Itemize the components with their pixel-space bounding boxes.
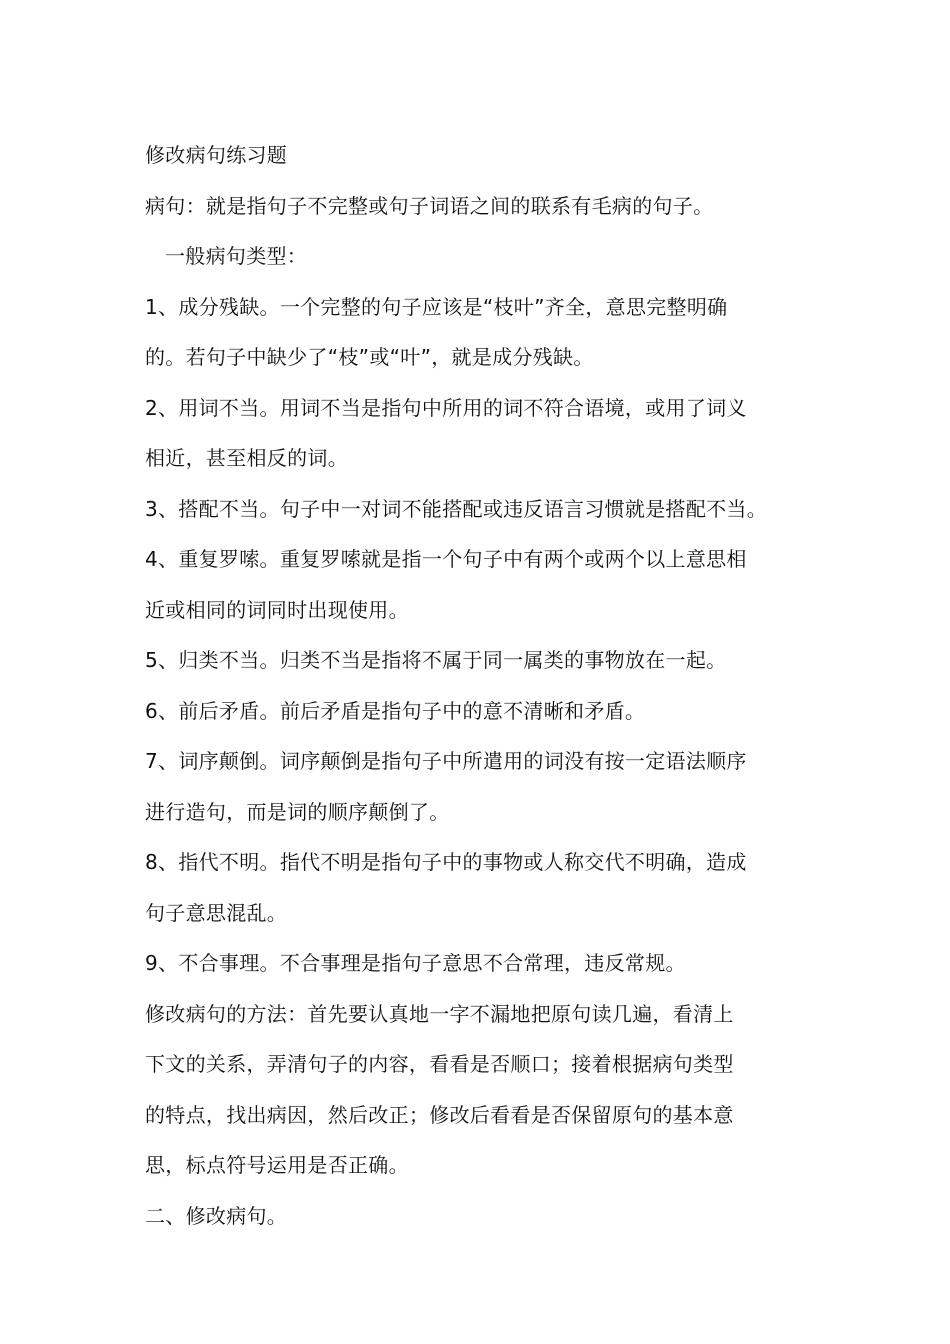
type-2-line-1: 2、用词不当。用词不当是指句中所用的词不符合语境，或用了词义: [145, 395, 747, 420]
type-4-line-2: 近或相同的词同时出现使用。: [145, 597, 409, 622]
type-1-line-2: 的。若句子中缺少了“枝”或“叶”，就是成分残缺。: [145, 345, 594, 369]
method-line-1: 修改病句的方法：首先要认真地一字不漏地把原句读几遍，看清上: [145, 1001, 734, 1026]
document-body: [145, 130, 825, 1241]
method-line-3: 的特点，找出病因，然后改正；修改后看看是否保留原句的基本意: [145, 1102, 734, 1127]
section-heading-exercises: 二、修改病句。: [145, 1203, 288, 1228]
type-1-line-1: 1、成分残缺。一个完整的句子应该是“枝叶”齐全，意思完整明确: [145, 294, 728, 319]
type-5-line-1: 5、归类不当。归类不当是指将不属于同一属类的事物放在一起。: [145, 648, 727, 672]
method-line-4: 思，标点符号运用是否正确。: [145, 1153, 409, 1177]
section-heading-types: 一般病句类型：: [165, 244, 308, 268]
type-6-line-1: 6、前后矛盾。前后矛盾是指句子中的意不清晰和矛盾。: [145, 698, 646, 723]
document-title: 修改病句练习题: [145, 143, 288, 167]
type-8-line-1: 8、指代不明。指代不明是指句子中的事物或人称交代不明确，造成: [145, 850, 747, 874]
type-3-line-1: 3、搭配不当。句子中一对词不能搭配或违反语言习惯就是搭配不当。: [145, 496, 768, 521]
type-4-line-1: 4、重复罗嗦。重复罗嗦就是指一个句子中有两个或两个以上意思相: [145, 547, 747, 571]
type-7-line-2: 进行造句，而是词的顺序颠倒了。: [145, 799, 450, 824]
definition-line: 病句：就是指句子不完整或句子词语之间的联系有毛病的句子。: [145, 193, 714, 218]
type-2-line-2: 相近，甚至相反的词。: [145, 446, 348, 470]
type-8-line-2: 句子意思混乱。: [145, 900, 288, 925]
type-9-line-1: 9、不合事理。不合事理是指句子意思不合常理，违反常规。: [145, 951, 686, 975]
method-line-2: 下文的关系，弄清句子的内容，看看是否顺口；接着根据病句类型: [145, 1052, 734, 1076]
type-7-line-1: 7、词序颠倒。词序颠倒是指句子中所遣用的词没有按一定语法顺序: [145, 749, 747, 773]
